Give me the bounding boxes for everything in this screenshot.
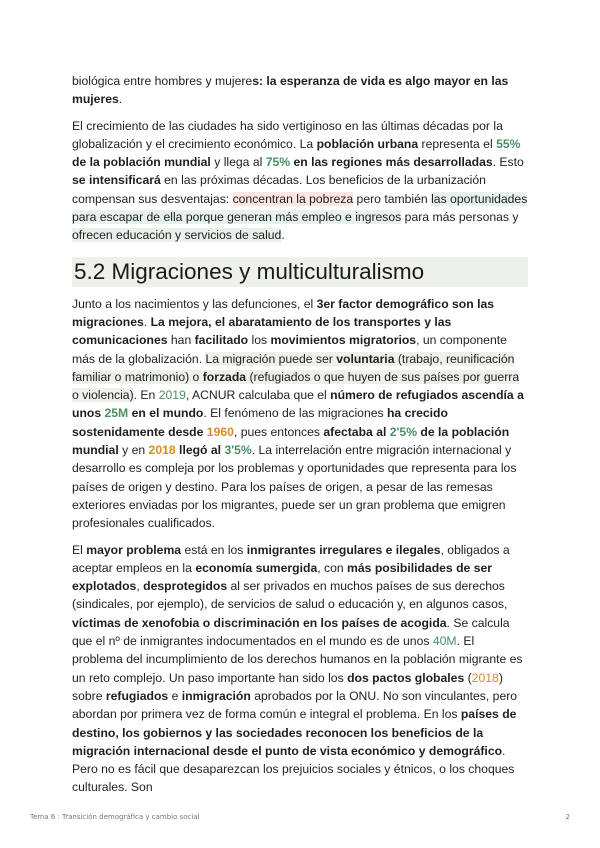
bold-span: forzada <box>202 369 247 384</box>
bold-span: afectaba al <box>323 424 390 439</box>
orange-number: 2018 <box>471 670 499 685</box>
page-number: 2 <box>565 813 570 821</box>
text-span: han <box>167 333 195 348</box>
text-span: La migración puede ser <box>205 351 337 366</box>
section-heading: 5.2 Migraciones y multiculturalismo <box>72 257 528 287</box>
text-span: y llega al <box>210 155 266 170</box>
bold-span: de la población mundial <box>72 424 510 458</box>
bold-span: facilitado <box>194 333 249 348</box>
footer-title: Tema 6 : Transición demográfica y cambio social <box>30 813 200 821</box>
text-span: está en los <box>181 542 247 557</box>
bold-span: llegó al <box>175 443 225 458</box>
bold-span: más posibilidades de ser explotados <box>72 560 492 594</box>
text-span: . Pero no es fácil que desaparezcan los prejuicios sociales y étnicos, o los choques culturales. Son <box>72 743 515 795</box>
bold-span: s: la esperanza de vida es algo mayor en las mujeres <box>72 74 509 107</box>
text-span: . <box>118 92 123 107</box>
text-span: . El fenómeno de las migraciones <box>203 406 387 421</box>
text-span: al ser privados en muchos países de sus derechos (sindicales, por ejemplo), de servicios de salud o educación y, en algunos casos, <box>72 579 508 612</box>
bold-span: economía sumergida <box>195 560 318 575</box>
text-span: El crecimiento de las ciudades ha sido vertiginoso en las últimas décadas por la globalización y el crecimiento económico. La <box>72 118 503 151</box>
paragraph-urbanization <box>72 117 528 245</box>
text-span: . El problema del incumplimiento de los derechos humanos en la población migrante es un reto complejo. Un paso importante han sido los <box>72 634 523 685</box>
paragraph-life-expectancy <box>72 72 528 109</box>
text-span: , ACNUR calculaba que el <box>185 388 331 403</box>
text-span: . La interrelación entre migración internacional y desarrollo es compleja por los problemas y oportunidades que representa para los países de origen y destino. Para los países de origen, a pesar de las remesas exteriores enviadas por los migrantes, puede ser un gran problema que emigren profesionales cualificados. <box>72 443 517 531</box>
page-body <box>72 72 528 805</box>
bold-span: mayor problema <box>86 542 182 557</box>
bold-span: en las regiones más desarrolladas <box>290 155 493 170</box>
text-span: e <box>168 688 182 703</box>
paragraph-irregular-migrants <box>72 541 528 797</box>
text-span: , <box>136 579 144 594</box>
bold-span: La mejora, el abaratamiento de los transportes y las comunicaciones <box>72 314 452 348</box>
bold-span: países de destino, los gobiernos y las sociedades reconocen los beneficios de la migración internacional desde el punto de vista económico y demográfico <box>72 707 517 758</box>
orange-number: 2018 <box>148 443 176 458</box>
text-span: . <box>281 228 285 243</box>
highlight-pink: concentran la pobreza <box>232 191 354 206</box>
green-number: 40M <box>432 634 457 649</box>
text-span: , con <box>317 560 348 575</box>
text-span: representa el <box>418 136 497 151</box>
green-number: 75% <box>265 155 291 170</box>
bold-span: refugiados <box>105 688 169 703</box>
bold-span: víctimas de xenofobia o discriminación en los países de acogida <box>72 615 447 630</box>
bold-span: 3er factor demográfico son las migraciones <box>72 296 495 329</box>
text-span: , obligados a aceptar empleos en la <box>72 542 510 575</box>
text-span: (trabajo, reunificación familiar o matrimonio) o <box>72 351 515 384</box>
text-span: pero también <box>353 191 432 206</box>
text-span: . Esto <box>492 155 524 170</box>
text-span: los <box>248 333 271 348</box>
text-span: (refugiados o que huyen de sus países por guerra o violencia) <box>72 369 520 403</box>
bold-span: voluntaria <box>336 351 395 366</box>
text-span: , un componente más de la globalización. <box>72 333 507 366</box>
bold-span: inmigración <box>181 688 251 703</box>
bold-span: número de refugiados ascendía a unos <box>72 388 524 421</box>
highlight-green: las oportunidades para escapar de ella porque generan más empleo e ingresos <box>72 191 528 225</box>
bold-span: población urbana <box>316 136 419 151</box>
green-number: 25M <box>104 406 129 421</box>
text-span: ( <box>464 670 472 685</box>
bold-span: inmigrantes irregulares e ilegales <box>246 542 441 557</box>
text-span: para más personas y <box>401 210 519 225</box>
bold-span: movimientos migratorios <box>270 333 417 348</box>
green-number: 3'5% <box>224 443 252 458</box>
bold-span: en el mundo <box>128 406 204 421</box>
green-number: 55% <box>496 136 521 151</box>
bold-span: desprotegidos <box>143 579 228 594</box>
bold-span: de la población mundial <box>72 155 211 170</box>
green-number: 2019 <box>158 388 186 403</box>
text-span: . Se calcula que el nº de inmigrantes indocumentados en el mundo es de unos <box>72 615 510 649</box>
text-span: en las próximas décadas. Los beneficios de la urbanización compensan sus desventajas: <box>72 173 486 206</box>
text-span: . <box>143 314 151 329</box>
orange-number: 1960 <box>206 424 234 439</box>
text-span: y en <box>118 443 149 458</box>
paragraph-migrations <box>72 295 528 533</box>
text-span: biológica entre hombres y mujere <box>72 74 253 88</box>
highlight-green: ofrecen educación y servicios de salud <box>72 228 282 243</box>
bold-span: se intensificará <box>72 173 161 188</box>
text-span: , pues entonces <box>233 424 324 439</box>
page-footer <box>30 813 570 821</box>
text-span: ) sobre <box>72 670 503 703</box>
green-number: 2'5% <box>389 424 418 439</box>
bold-span: ha crecido sostenidamente desde <box>72 406 448 439</box>
bold-span: dos pactos globales <box>347 670 465 685</box>
text-span: aprobados por la ONU. No son vinculantes, pero abordan por primera vez de forma común e integral el problema. En los <box>72 688 518 722</box>
text-span: Junto a los nacimientos y las defunciones, el <box>72 296 317 311</box>
text-span: . En <box>133 388 159 403</box>
text-span: El <box>72 542 87 557</box>
